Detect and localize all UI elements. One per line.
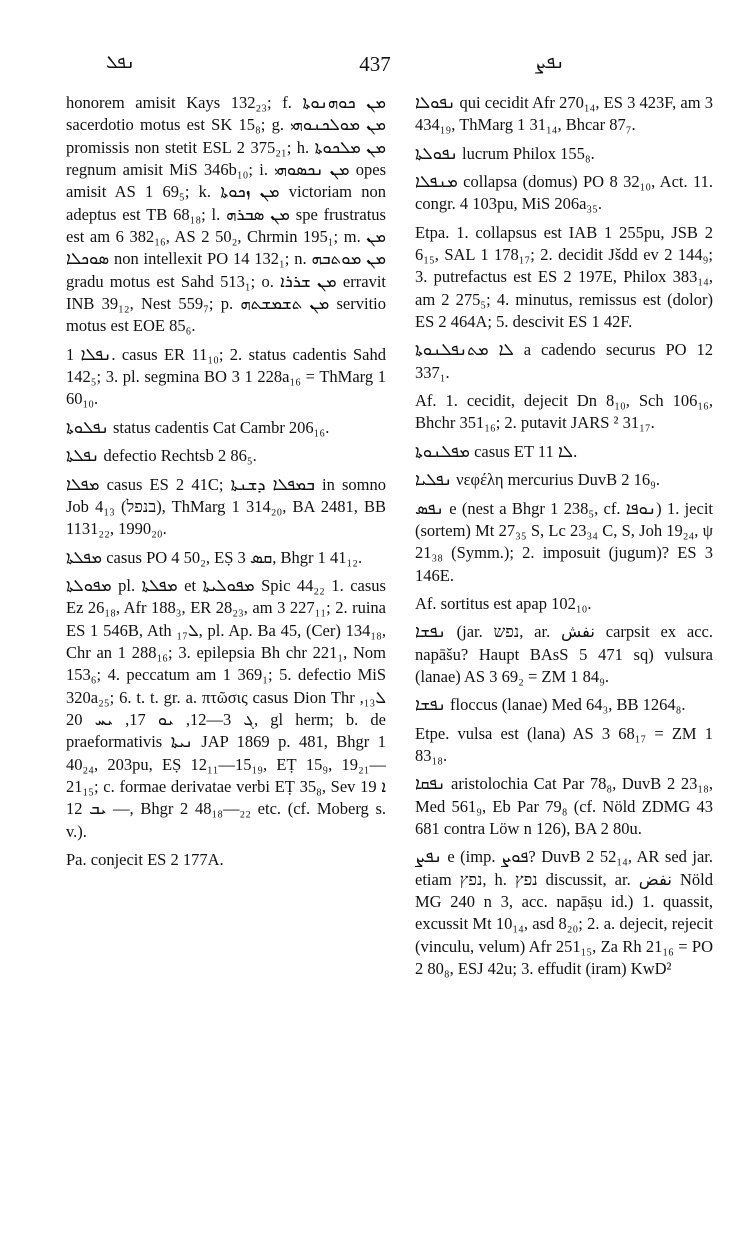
left-column (66, 92, 386, 1234)
dictionary-entry: ܢܦܘܠܐ qui cecidit Afr 270₁₄, ES 3 423F, am 3 434₁₉, ThMarg 1 31₁₄, Bhcar 87₇. (415, 93, 713, 135)
dictionary-entry: honorem amisit Kays 132₂₃; f. ܡܢ ܟܘܗܢܘܬܐ sacerdotio motus est SK 15₈; g. ܡܢ ܡܘܠܟܢܘܗܝ promissis non stetit ESL 2 375₂₁; h. ܡܢ ܡܠܟܘܬܐ regnum amisit MiS 346b₁₀; i. ܡܢ ܢܟܣܘܗܝ opes amisit AS 1 69₅; k. ܡܢ ܙܟܘܬܐ victoriam non adeptus est TB 68₁₈; l. ܡܢ ܣܒܪܗ spe frustratus est am 6 382₁₆, AS 2 50₂, Chrmin 195₁; m. ܡܢ ܣܘܟܠܐ non intellexit PO 14 132₁; n. ܡܢ ܡܘܬܒܗ gradu motus est Sahd 513₁; o. ܡܢ ܫܪܪܐ erravit INB 39₁₂, Nest 559₇; p. ܡܢ ܬܫܡܫܬܗ servitio motus est EOE 85₆. (66, 93, 387, 336)
dictionary-entry: Af. 1. cecidit, dejecit Dn 8₁₀, Sch 106₁₆, Bhchr 351₁₆; 2. putavit JARS ² 31₁₇. (415, 391, 713, 433)
dictionary-entry: ܢܦܘܠܬܐ lucrum Philox 155₈. (415, 143, 595, 163)
dictionary-entry: ܢܦܫܐ (jar. נפש, ar. نفش carpsit ex acc. napāšu? Haupt BAsS 5 471 sq) vulsura (lanae) AS 3 69₂ = ZM 1 84₉. (415, 622, 713, 686)
right-running-head: ܢܦܨ (535, 52, 565, 73)
dictionary-entry: ܢܦܠܐ 1. casus ER 11₁₀; 2. status cadentis Sahd 142₅; 3. pl. segmina BO 3 1 228a₁₆ = ThMarg 1 60₁₀. (66, 344, 386, 409)
dictionary-entry: Etpa. 1. collapsus est IAB 1 255pu, JSB 2 6₁₅, SAL 1 178₁₇; 2. decidit Jšdd ev 2 144₉; 3. putrefactus est ES 2 197E, Philox 383₁₄, am 2 275₅; 4. minutus, remissus est (dolor) ES 2 464A; 5. descivit ES 1 42F. (415, 222, 713, 332)
dictionary-entry: ܡܦܠܬܐ casus PO 4 50₂, EṢ ܩܣ 3, Bhgr 1 41₁₂. (66, 547, 363, 567)
dictionary-entry: ܢܦܣ e (nest a Bhgr 1 238₅, cf. ܢܘܦܐ) 1. jecit (sortem) Mt 27₃₅ S, Lc 23₃₄ C, S, Joh 19₂₄, ψ 21₃₈ (Symm.); 2. imposuit (jugum)? ES 3 146E. (415, 498, 714, 585)
dictionary-entry: Af. sortitus est apap 102₁₀. (415, 593, 592, 613)
dictionary-entry: ܡܦܘܠܬܐ pl. ܡܦܠܬܐ et ܡܦܘܠܝܬܐ Spic 44₂₂ 1. casus Ez 26₁₈, Afr 188₃, ER 28₂₃, am 3 227₁₁; 2. ruina ES 1 546B, Ath ܠ₁₇, pl. Ap. Ba 45, (Cer) 134₁₈, Chr an 1 288₁₆; 3. epilepsia Bh chr 221₁, Nom 153₆; 4. peccatum am 1 369₁; 5. defectio MiS 320a₂₅; 6. t. t. gr. a. πτῶσις casus Dion Thr ܠ₁₃, ܓ 3—12, ܝܘ 17, ܝܚ 20, gl herm; b. de praeformativis ܢܝܬܐ JAP 1869 p. 481, Bhgr 1 40₂₄, 203pu, EṢ 12₁₁—15₁₉, EṬ 15₉, 19₂₁—21₁₅; c. formae derivatae verbi EṬ 35₈, Sev ܐ 19 — ܝܒ 12, Bhgr 2 48₁₈—₂₂ etc. (cf. Moberg s. v.). (66, 575, 387, 841)
dictionary-entry: ܡܦܠܐ casus ES 2 41C; ܒܡܦܠܐ ܕܫܢܬܐ in somno Job 4₁₃ (בנפל), ThMarg 1 314₂₀, BA 2481, BB 1131₂₂, 1990₂₀. (66, 474, 387, 539)
dictionary-entry: ܢܦܩܐ aristolochia Cat Par 78₈, DuvB 2 23₁₈, Med 561₉, Eb Par 79₈ (cf. Nöld ZDMG 43 681 contra Löw n 126), BA 2 80u. (415, 774, 713, 838)
dictionary-entry: ܢܦܠܝܐ νεφέλη mercurius DuvB 2 16₉. (415, 470, 661, 490)
dictionary-entry: ܠܐ ܡܬܢܦܠܢܘܬܐ a cadendo securus PO 12 337₁. (415, 340, 713, 382)
dictionary-entry: ܢܦܨ e (imp. ܦܘܨ? DuvB 2 52₁₄, AR sed jar. etiam נפץ, h. נפץ discussit, ar. نفض Nöld MG 240 n 3, acc. napāṣu id.) 1. quassit, excussit Mt 10₁₄, asd 8₂₀; 2. a. dejecit, rejecit (vinculu, velum) Afr 251₁₅, Za Rh 21₁₆ = PO 2 80₈, ESJ 42u; 3. effudit (iram) KwD² (415, 847, 714, 979)
dictionary-entry: ܡܦܠܢܘܬܐ casus ET ܠܐ 11. (415, 441, 578, 461)
dictionary-entry: ܢܦܠܬܐ defectio Rechtsb 2 86₅. (66, 446, 257, 466)
dictionary-entry: ܢܦܫܐ floccus (lanae) Med 64₃, BB 1264₈. (415, 695, 686, 715)
page-number: 437 (359, 52, 391, 76)
dictionary-entry: Pa. conjecit ES 2 177A. (66, 850, 224, 869)
page-header (0, 52, 750, 82)
left-running-head: ܢܦܠ (106, 52, 135, 73)
right-column (415, 92, 713, 1234)
dictionary-entry: ܢܦܠܘܬܐ status cadentis Cat Cambr 206₁₆. (66, 417, 330, 437)
dictionary-entry: Etpe. vulsa est (lana) AS 3 68₁₇ = ZM 1 83₁₈. (415, 723, 713, 765)
dictionary-entry: ܡܢܦܠܐ collapsa (domus) PO 8 32₁₀, Act. 11. congr. 4 103pu, MiS 206a₃₅. (415, 172, 713, 214)
